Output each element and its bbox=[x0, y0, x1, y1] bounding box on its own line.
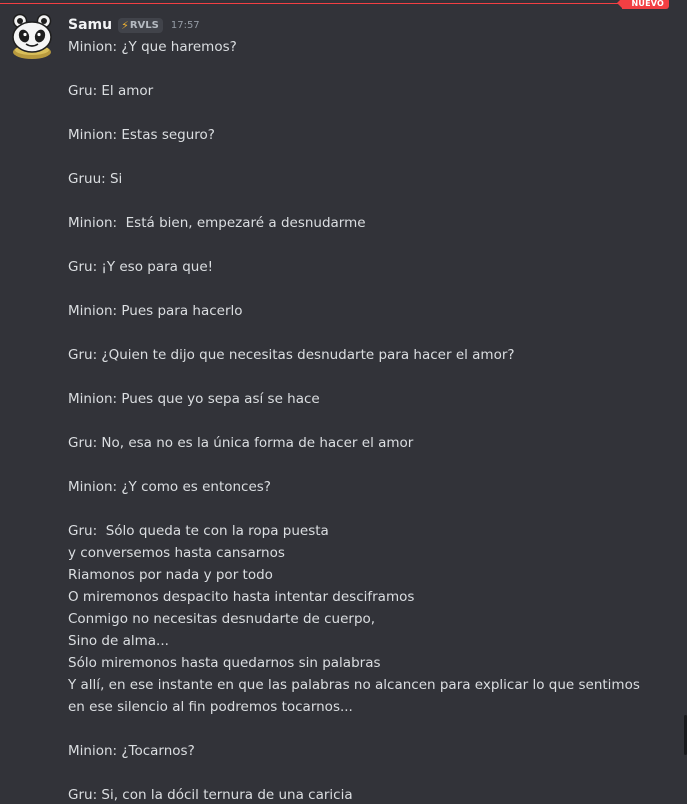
message-line: y conversemos hasta cansarnos bbox=[68, 545, 285, 561]
guild-tag-label: RVLS bbox=[129, 19, 159, 31]
message-content bbox=[68, 36, 678, 804]
message-line bbox=[68, 762, 678, 784]
message-line: Minion: Pues para hacerlo bbox=[68, 303, 243, 319]
message-line bbox=[68, 190, 678, 212]
message-line: en ese silencio al fin podremos tocarnos... bbox=[68, 699, 353, 715]
message-line: Gruu: Si bbox=[68, 171, 123, 187]
message-line bbox=[68, 718, 678, 740]
message-line: Gru: No, esa no es la única forma de hacer el amor bbox=[68, 435, 414, 451]
message-line: Minion: ¿Tocarnos? bbox=[68, 743, 195, 759]
message-line: Sólo miremonos hasta quedarnos sin palabras bbox=[68, 655, 381, 671]
message-line: Minion: Estas seguro? bbox=[68, 127, 215, 143]
message-line: Minion: ¿Y que haremos? bbox=[68, 39, 237, 55]
guild-tag[interactable] bbox=[118, 18, 163, 33]
message-line: Conmigo no necesitas desnudarte de cuerpo, bbox=[68, 611, 376, 627]
message-line: Sino de alma... bbox=[68, 633, 169, 649]
message-line bbox=[68, 234, 678, 256]
new-badge: NUEVO bbox=[622, 0, 669, 9]
avatar[interactable] bbox=[10, 12, 54, 60]
timestamp[interactable]: 17:57 bbox=[170, 19, 200, 31]
panda-frog-avatar-icon bbox=[10, 12, 54, 60]
message-line: Y allí, en ese instante en que las palabras no alcancen para explicar lo que sentimos bbox=[68, 677, 640, 693]
message-line bbox=[68, 366, 678, 388]
message-line: Minion: Está bien, empezaré a desnudarme bbox=[68, 215, 366, 231]
message-line: O miremonos despacito hasta intentar desciframos bbox=[68, 589, 415, 605]
message-line: Gru: ¡Y eso para que! bbox=[68, 259, 214, 275]
message-line bbox=[68, 278, 678, 300]
message-line bbox=[68, 454, 678, 476]
lightning-bolt-icon: ⚡ bbox=[121, 18, 129, 32]
message-line: Gru: El amor bbox=[68, 83, 154, 99]
message-line: Minion: ¿Y como es entonces? bbox=[68, 479, 271, 495]
message-line bbox=[68, 102, 678, 124]
message-line: Riamonos por nada y por todo bbox=[68, 567, 273, 583]
message-line bbox=[68, 58, 678, 80]
message-line bbox=[68, 498, 678, 520]
message-line: Gru: ¿Quien te dijo que necesitas desnudarte para hacer el amor? bbox=[68, 347, 515, 363]
message-line bbox=[68, 410, 678, 432]
divider-line bbox=[0, 3, 630, 4]
message-line: Gru: Sólo queda te con la ropa puesta bbox=[68, 523, 329, 539]
username[interactable]: Samu bbox=[68, 17, 113, 33]
message-line bbox=[68, 322, 678, 344]
message-line: Minion: Pues que yo sepa así se hace bbox=[68, 391, 320, 407]
new-messages-divider bbox=[0, 0, 687, 14]
message-line: Gru: Si, con la dócil ternura de una caricia bbox=[68, 787, 353, 803]
message-line bbox=[68, 146, 678, 168]
message-header bbox=[68, 14, 200, 36]
